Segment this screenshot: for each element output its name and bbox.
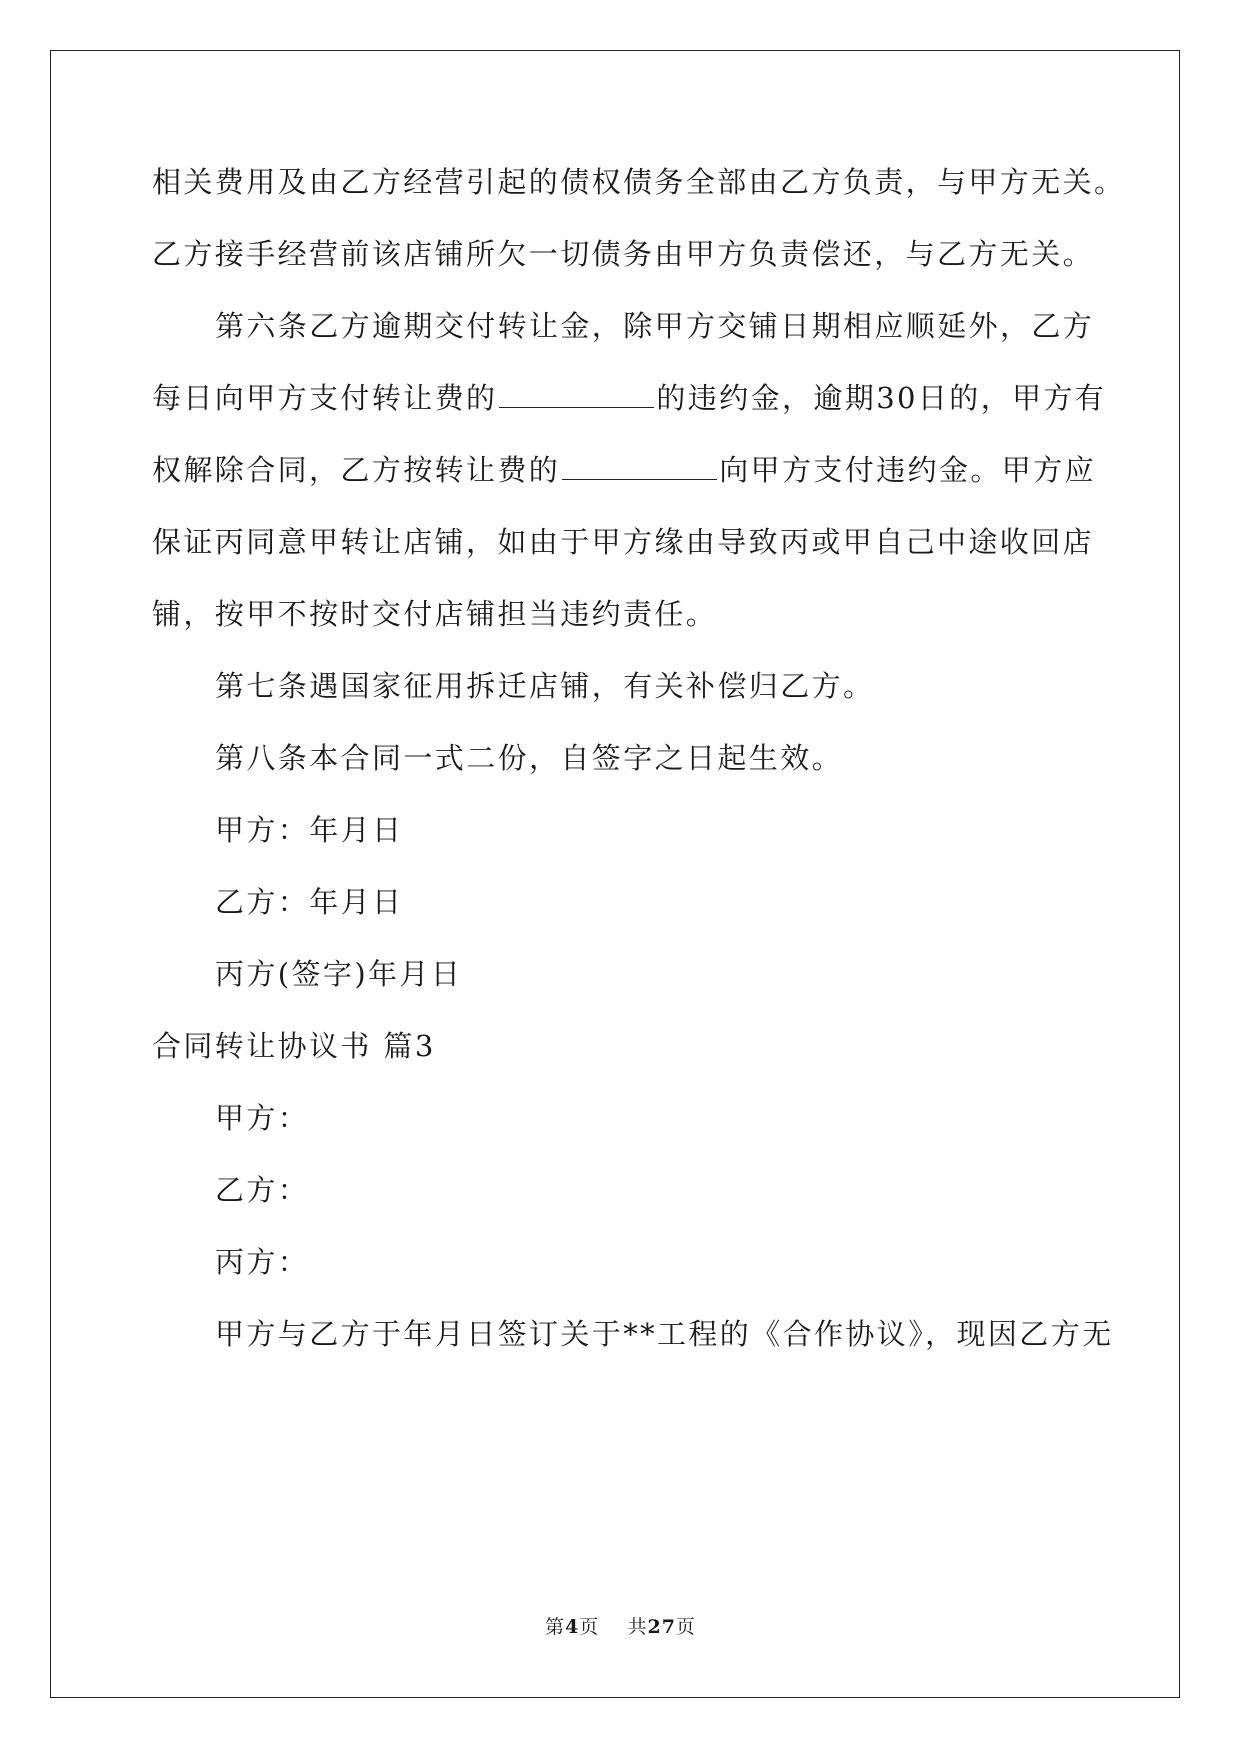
fill-in-blank <box>562 455 717 480</box>
footer-middle: 页 共 <box>579 1616 648 1638</box>
paragraph-article-8: 第八条本合同一式二份，自签字之日起生效。 <box>215 741 844 775</box>
text-segment: 每日向甲方支付转让费的 <box>152 381 498 415</box>
agreement-intro-paragraph: 甲方与乙方于年月日签订关于**工程的《合作协议》，现因乙方无 <box>215 1317 1114 1351</box>
text-line-5 <box>152 450 1096 490</box>
text-line-7: 铺，按甲不按时交付店铺担当违约责任。 <box>152 597 718 631</box>
text-segment: 向甲方支付违约金。甲方应 <box>719 453 1097 487</box>
text-segment: 权解除合同，乙方按转让费的 <box>152 453 561 487</box>
party-b-label: 乙方： <box>215 1173 310 1207</box>
text-segment: 的违约金，逾期30日的，甲方有 <box>656 381 1107 415</box>
signature-party-b: 乙方：年月日 <box>215 885 404 919</box>
section-heading: 合同转让协议书 篇3 <box>152 1029 436 1063</box>
party-a-label: 甲方： <box>215 1101 310 1135</box>
text-line-4 <box>152 378 1106 418</box>
page-footer <box>0 1612 1241 1639</box>
total-pages-number: 27 <box>647 1616 676 1638</box>
footer-prefix: 第 <box>545 1616 566 1638</box>
current-page-number: 4 <box>565 1616 580 1638</box>
signature-party-c: 丙方(签字)年月日 <box>215 957 463 991</box>
text-line-2: 乙方接手经营前该店铺所欠一切债务由甲方负责偿还，与乙方无关。 <box>152 237 1095 271</box>
paragraph-article-6: 第六条乙方逾期交付转让金，除甲方交铺日期相应顺延外，乙方 <box>215 309 1095 343</box>
text-line-1: 相关费用及由乙方经营引起的债权债务全部由乙方负责，与甲方无关。 <box>152 165 1126 199</box>
text-line-6: 保证丙同意甲转让店铺，如由于甲方缘由导致丙或甲自己中途收回店 <box>152 525 1095 559</box>
fill-in-blank <box>499 383 654 408</box>
paragraph-article-7: 第七条遇国家征用拆迁店铺，有关补偿归乙方。 <box>215 669 875 703</box>
page-border <box>50 50 1180 1698</box>
party-c-label: 丙方： <box>215 1245 310 1279</box>
footer-suffix: 页 <box>675 1616 696 1638</box>
signature-party-a: 甲方：年月日 <box>215 813 404 847</box>
